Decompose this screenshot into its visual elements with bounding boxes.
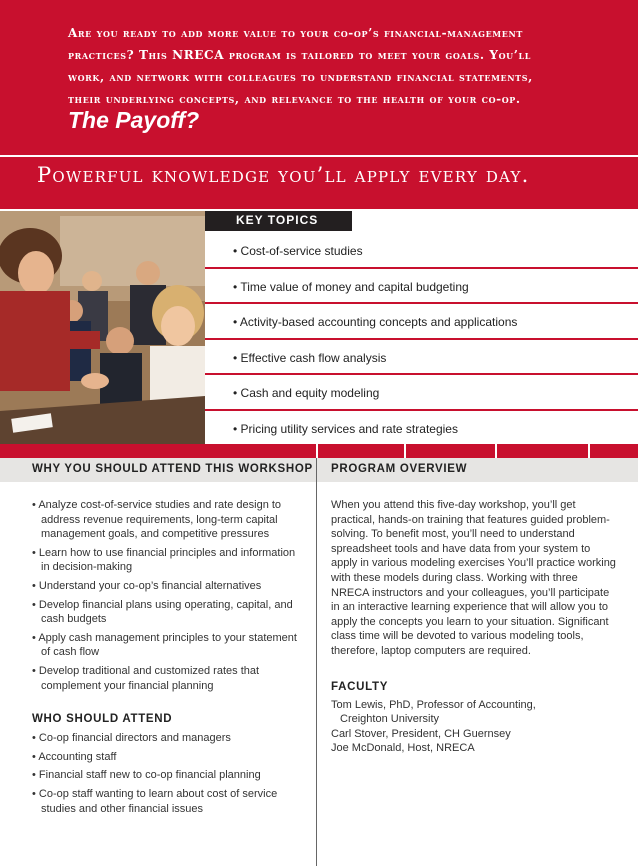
list-item: [205, 340, 638, 376]
list-item: • Accounting staff: [32, 750, 302, 765]
why-attend-heading: WHY YOU SHOULD ATTEND THIS WORKSHOP: [32, 463, 313, 475]
payoff-heading: The Payoff?: [68, 107, 200, 133]
who-attend-heading: WHO SHOULD ATTEND: [32, 713, 173, 726]
faculty-line: Carl Stover, President, CH Guernsey: [331, 727, 511, 740]
tagline: Powerful knowledge you’ll apply every day.: [37, 163, 530, 187]
list-item: [205, 375, 638, 411]
list-item: • Develop traditional and customized rates that complement your financial planning: [32, 664, 302, 693]
faculty-line: Creighton University: [340, 713, 440, 726]
strip-notch: [588, 444, 590, 458]
list-item: • Learn how to use financial principles and information in decision-making: [32, 546, 302, 575]
key-topics-list: [205, 233, 638, 446]
list-item: • Understand your co-op’s financial alternatives: [32, 579, 302, 594]
list-item: • Analyze cost-of-service studies and rate design to address revenue requirements, long-term capital management goals, and competitive pressures: [32, 498, 302, 542]
list-item: • Develop financial plans using operating, capital, and cash budgets: [32, 598, 302, 627]
list-item: • Co-op staff wanting to learn about cost of service studies and other financial issues: [32, 787, 302, 816]
key-topic-text: • Cash and equity modeling: [233, 386, 380, 400]
intro-line: their underlying concepts, and relevance to the health of your co-op.: [68, 92, 521, 106]
faculty-line: Joe McDonald, Host, NRECA: [331, 742, 475, 755]
strip-notch: [495, 444, 497, 458]
right-column: [331, 498, 616, 756]
faculty-heading: FACULTY: [331, 680, 389, 693]
faculty-line: Tom Lewis, PhD, Professor of Accounting,: [331, 698, 536, 711]
program-overview-text: When you attend this five-day workshop, you’ll get practical, hands-on training that features guided problem-solving. To benefit most, you’ll need to understand spreadsheet tools and have data from your system to apply in various modeling exercises You’ll practice working with these models during class. Working with three NRECA instructors and your colleagues, you’ll participate in an interactive learning experience that will allow you to apply the concepts you learn to your situation. Significant class time will be devoted to various modeling tools, therefore, laptop computers are required.: [331, 499, 616, 657]
intro-line: practices? This NRECA program is tailored to meet your goals. You’ll: [68, 48, 531, 62]
key-topic-text: • Activity-based accounting concepts and applications: [233, 315, 518, 329]
list-item: [205, 233, 638, 269]
strip-notch: [404, 444, 406, 458]
program-overview-heading: PROGRAM OVERVIEW: [331, 463, 468, 475]
key-topics-label: KEY TOPICS: [236, 213, 319, 227]
list-item: • Financial staff new to co-op financial planning: [32, 768, 302, 783]
key-topic-text: • Pricing utility services and rate strategies: [233, 421, 458, 436]
intro-line: Are you ready to add more value to your co-op’s financial-management: [68, 26, 523, 40]
key-topic-text: • Effective cash flow analysis: [233, 350, 387, 365]
list-item: [205, 269, 638, 305]
list-item: • Co-op financial directors and managers: [32, 731, 302, 746]
section-strip: [0, 444, 638, 458]
key-topic-text: • Cost-of-service studies: [233, 244, 363, 258]
strip-notch: [316, 444, 318, 458]
column-divider: [316, 458, 317, 866]
intro-text: [68, 22, 608, 110]
list-item: • Apply cash management principles to your statement of cash flow: [32, 631, 302, 660]
list-item: [205, 304, 638, 340]
list-item: [205, 411, 638, 447]
key-topic-text: • Time value of money and capital budgeting: [233, 279, 469, 294]
intro-line: work, and network with colleagues to understand financial statements,: [68, 70, 533, 84]
left-column: [32, 498, 302, 820]
meeting-photo: [0, 211, 205, 448]
